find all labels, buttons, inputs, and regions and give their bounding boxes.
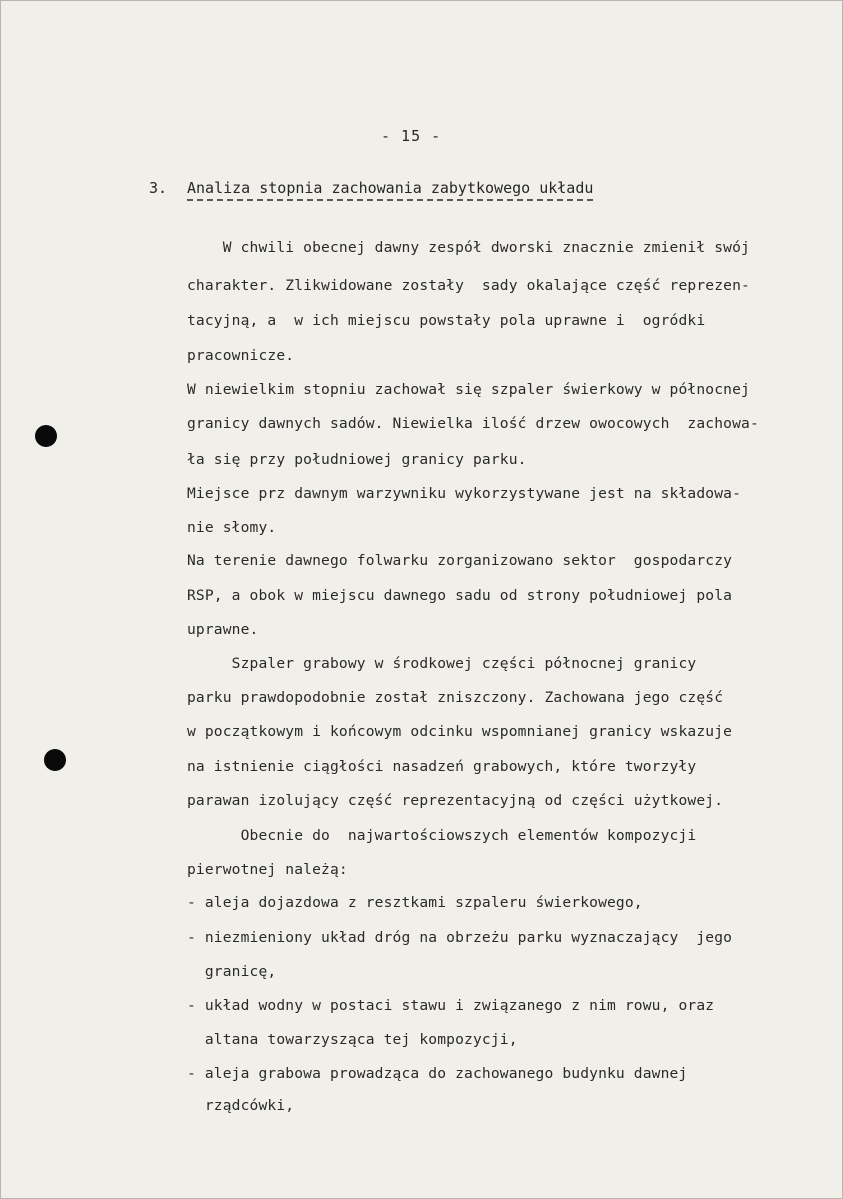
text-line: charakter. Zlikwidowane zostały sady okalające część reprezen- (187, 277, 750, 294)
section-number: 3. (149, 179, 168, 197)
text-line: tacyjną, a w ich miejscu powstały pola uprawne i ogródki (187, 312, 706, 329)
text-line: RSP, a obok w miejscu dawnego sadu od strony południowej pola (187, 587, 733, 604)
page-number: - 15 - (381, 127, 442, 145)
text-line: w początkowym i końcowym odcinku wspomnianej granicy wskazuje (187, 723, 733, 740)
text-line: Szpaler grabowy w środkowej części północnej granicy (187, 655, 697, 672)
text-line: parawan izolujący część reprezentacyjną od części użytkowej. (187, 792, 724, 809)
text-line: altana towarzysząca tej kompozycji, (187, 1031, 518, 1048)
text-line: - aleja dojazdowa z resztkami szpaleru świerkowego, (187, 894, 643, 911)
text-line: Miejsce prz dawnym warzywniku wykorzystywane jest na składowa- (187, 485, 742, 502)
section-title: Analiza stopnia zachowania zabytkowego układu (187, 179, 594, 197)
text-line: - układ wodny w postaci stawu i związanego z nim rowu, oraz (187, 997, 715, 1014)
text-line: nie słomy. (187, 519, 277, 536)
punch-hole-bottom (44, 749, 66, 771)
text-line: parku prawdopodobnie został zniszczony. Zachowana jego część (187, 689, 724, 706)
text-line: na istnienie ciągłości nasadzeń grabowych, które tworzyły (187, 758, 697, 775)
text-line: - niezmieniony układ dróg na obrzeżu parku wyznaczający jego (187, 929, 733, 946)
text-line: - aleja grabowa prowadząca do zachowanego budynku dawnej (187, 1065, 688, 1082)
text-line: W niewielkim stopniu zachował się szpaler świerkowy w północnej (187, 381, 750, 398)
text-line: Na terenie dawnego folwarku zorganizowano sektor gospodarczy (187, 552, 733, 569)
text-line: granicy dawnych sadów. Niewielka ilość drzew owocowych zachowa- (187, 415, 759, 432)
text-line: W chwili obecnej dawny zespół dworski znacznie zmienił swój (187, 239, 750, 256)
text-line: rządcówki, (187, 1097, 295, 1114)
text-line: ła się przy południowej granicy parku. (187, 451, 527, 468)
section-heading (149, 179, 593, 197)
text-line: Obecnie do najwartościowszych elementów kompozycji (187, 827, 697, 844)
text-line: uprawne. (187, 621, 259, 638)
text-line: pierwotnej należą: (187, 861, 348, 878)
punch-hole-top (35, 425, 57, 447)
text-line: pracownicze. (187, 347, 295, 364)
text-line: granicę, (187, 963, 277, 980)
